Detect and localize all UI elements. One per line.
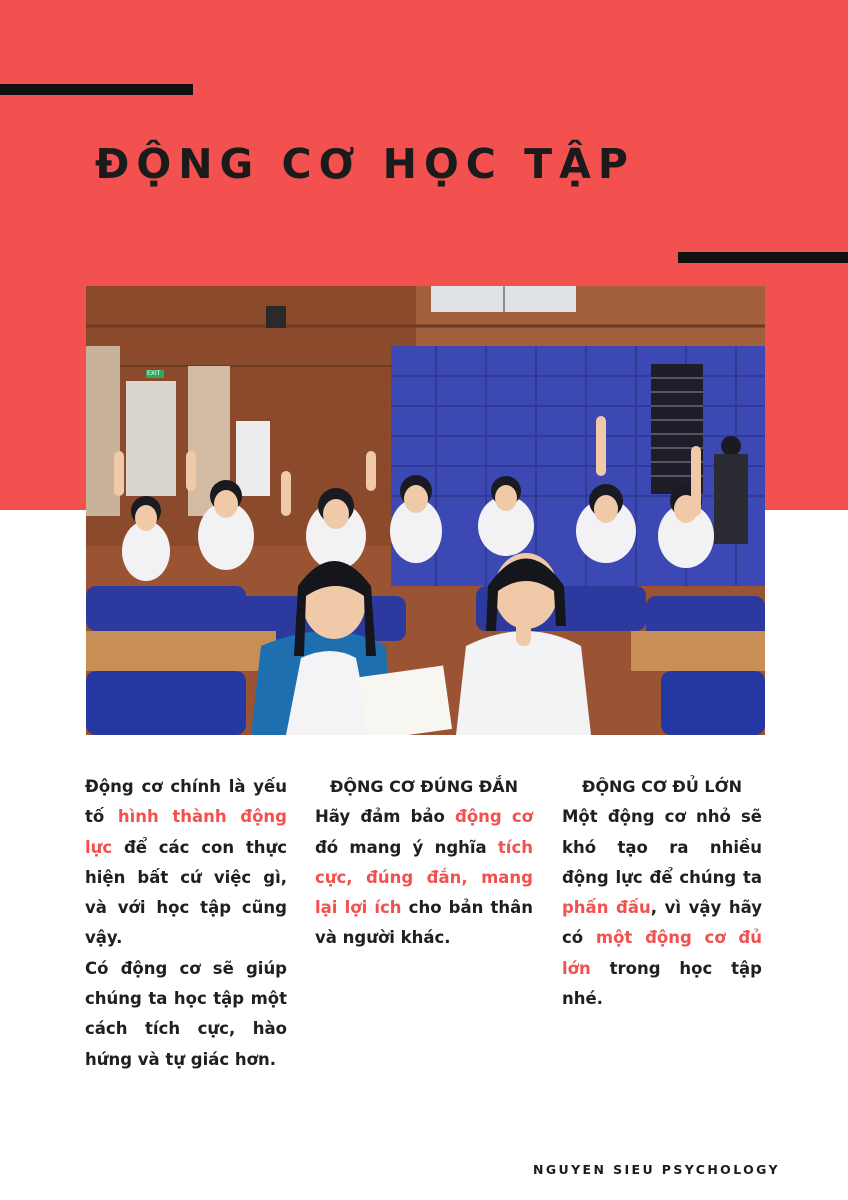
highlight-segment: động cơ — [455, 807, 533, 827]
intro-text: Động cơ chính là yếu tố — [85, 777, 287, 827]
intro-paragraph-2: Có động cơ sẽ giúp chúng ta học tập một cách tích cực, hào hứng và tự giác hơn. — [85, 958, 287, 1069]
text-segment: cho bản thân và người khác. — [315, 898, 534, 948]
highlight-segment: một động cơ đủ lớn — [562, 928, 762, 978]
intro-paragraph-1 — [85, 772, 287, 954]
text-segment: , vì vậy hãy có — [562, 898, 762, 948]
big-motivation-heading: ĐỘNG CƠ ĐỦ LỚN — [582, 777, 742, 796]
classroom-photo — [86, 286, 765, 735]
intro-text-continued: để các con thực hiện bất cứ việc gì, và với học tập cũng vậy. — [85, 837, 287, 948]
decorative-bar-top — [0, 84, 193, 95]
big-motivation-column — [562, 772, 762, 1014]
highlight-segment: tích cực, đúng đắn, mang lại lợi ích — [315, 837, 533, 918]
intro-column — [85, 772, 287, 1075]
correct-motivation-text — [315, 802, 533, 953]
text-segment: Hãy đảm bảo — [315, 807, 456, 827]
correct-motivation-column — [315, 772, 533, 954]
text-segment: Một động cơ nhỏ sẽ khó tạo ra nhiều động lực để chúng ta — [562, 807, 762, 887]
decorative-bar-right — [678, 252, 848, 263]
text-segment: trong học tập nhé. — [562, 958, 762, 1009]
text-segment: đó mang ý nghĩa — [315, 837, 498, 857]
big-motivation-text — [562, 802, 762, 1014]
correct-motivation-heading: ĐỘNG CƠ ĐÚNG ĐẮN — [329, 777, 519, 796]
footer-brand: NGUYEN SIEU PSYCHOLOGY — [533, 1162, 780, 1177]
page-title: ĐỘNG CƠ HỌC TẬP — [95, 140, 635, 188]
exit-sign: EXIT — [147, 370, 161, 377]
intro-highlight: hình thành động lực — [85, 807, 287, 857]
highlight-segment: phấn đấu — [562, 898, 651, 918]
